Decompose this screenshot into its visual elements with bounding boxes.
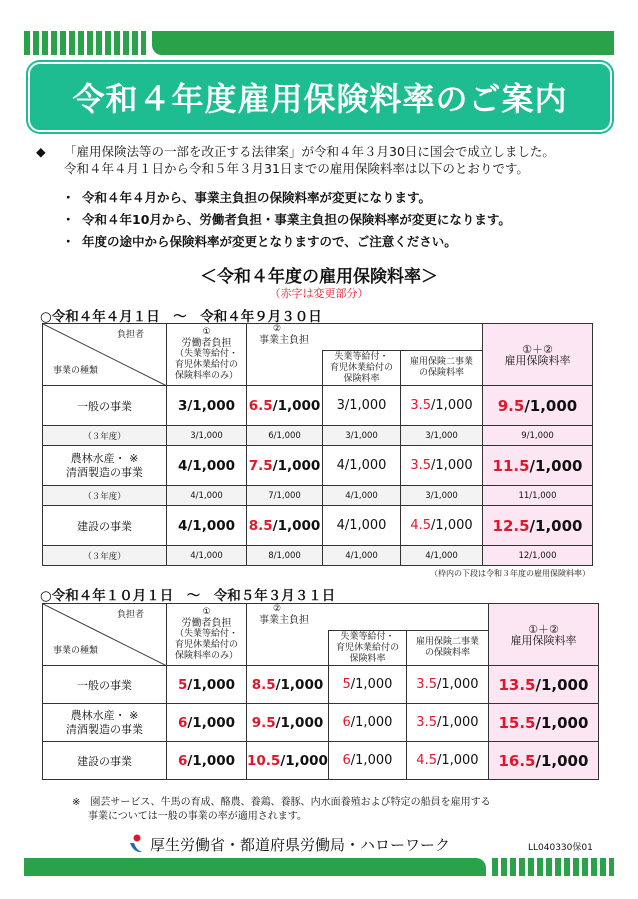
rate-table-2 [42,603,599,780]
green-bar [152,31,614,55]
header-worker: ① 労働者負担 （失業等給付・ 育児休業給付の 保険料率のみ） [167,324,247,386]
intro-line-1: 「雇用保険法等の一部を改正する法律案」が令和４年３月30日に国会で成立しました。 [64,144,555,159]
intro [36,143,620,177]
period-1-heading: ○令和４年４月１日 ～ 令和４年９月３０日 [40,309,322,325]
top-banner [24,31,614,55]
footnote: ※ 園芸サービス、牛馬の育成、酪農、養鶏、養豚、内水面養殖および特定の船員を雇用する 事業については一般の事業の率が適用されます。 [72,797,491,822]
stripe-decoration [24,31,146,55]
header-employer-a: 失業等給付・ 育児休業給付の 保険料率 [328,631,406,666]
document-code: LL040330保01 [528,843,593,853]
table-row-previous: （３年度） 4/1,000 7/1,000 4/1,000 3/1,000 11/1,000 [43,486,593,506]
diamond-bullet-icon: ◆ [36,144,46,159]
section-note: （赤字は変更部分） [269,287,369,300]
header-worker: ① 労働者負担 （失業等給付・ 育児休業給付の 保険料率のみ） [167,604,247,666]
table-row-previous: （３年度） 4/1,000 8/1,000 4/1,000 4/1,000 12/1,000 [43,546,593,566]
list-item: ・ 年度の途中から保険料率が変更となりますので、ご注意ください。 [62,234,457,249]
header-total: ①＋② 雇用保険料率 [488,604,598,666]
header-total: ①＋② 雇用保険料率 [483,324,593,386]
table-row-previous: （３年度） 3/1,000 6/1,000 3/1,000 3/1,000 9/1,000 [43,426,593,446]
green-bar [24,858,486,876]
rate-table-1 [42,323,593,566]
list-item: ・ 令和４年４月から、事業主負担の保険料率が変更になります。 [62,190,432,205]
title-banner [28,62,612,132]
header-employer: ② 事業主負担 [247,604,489,631]
table-row: 農林水産・ ※ 清酒製造の事業 6/1,000 9.5/1,000 6/1,000 3.5/1,000 15.5/1,000 [43,704,599,742]
page-title: 令和４年度雇用保険料率のご案内 [72,80,568,118]
header-corner: 負担者 事業の種類 [43,604,167,666]
header-corner: 負担者 事業の種類 [43,324,167,386]
stripe-decoration [492,858,614,876]
table-row: 農林水産・ ※ 清酒製造の事業 4/1,000 7.5/1,000 4/1,000 3.5/1,000 11.5/1,000 [43,446,593,486]
header-employer-b: 雇用保険二事業 の保険料率 [401,351,483,386]
table-row: 一般の事業 5/1,000 8.5/1,000 5/1,000 3.5/1,000 13.5/1,000 [43,666,599,704]
section-title: ＜令和４年度の雇用保険料率＞ [200,267,438,287]
points-list [62,187,511,253]
table-row: 建設の事業 6/1,000 10.5/1,000 6/1,000 4.5/1,000 16.5/1,000 [43,742,599,780]
bottom-banner [24,858,614,876]
table-row: 一般の事業 3/1,000 6.5/1,000 3/1,000 3.5/1,000 9.5/1,000 [43,386,593,426]
table-note: （枠内の下段は令和３年度の雇用保険料率） [430,569,590,578]
header-employer-b: 雇用保険二事業 の保険料率 [406,631,488,666]
intro-line-2: 令和４年４月１日から令和５年３月31日までの雇用保険料率は以下のとおりです。 [64,161,529,176]
footer-organization: 厚生労働省・都道府県労働局・ハローワーク [150,836,451,854]
header-employer: ② 事業主負担 [247,324,483,351]
list-item: ・ 令和４年10月から、労働者負担・事業主負担の保険料率が変更になります。 [62,212,511,227]
ministry-logo-icon [128,833,144,855]
header-employer-a: 失業等給付・ 育児休業給付の 保険料率 [323,351,401,386]
period-2-heading: ○令和４年１０月１日 ～ 令和５年３月３１日 [40,588,336,604]
table-row: 建設の事業 4/1,000 8.5/1,000 4/1,000 4.5/1,000 12.5/1,000 [43,506,593,546]
